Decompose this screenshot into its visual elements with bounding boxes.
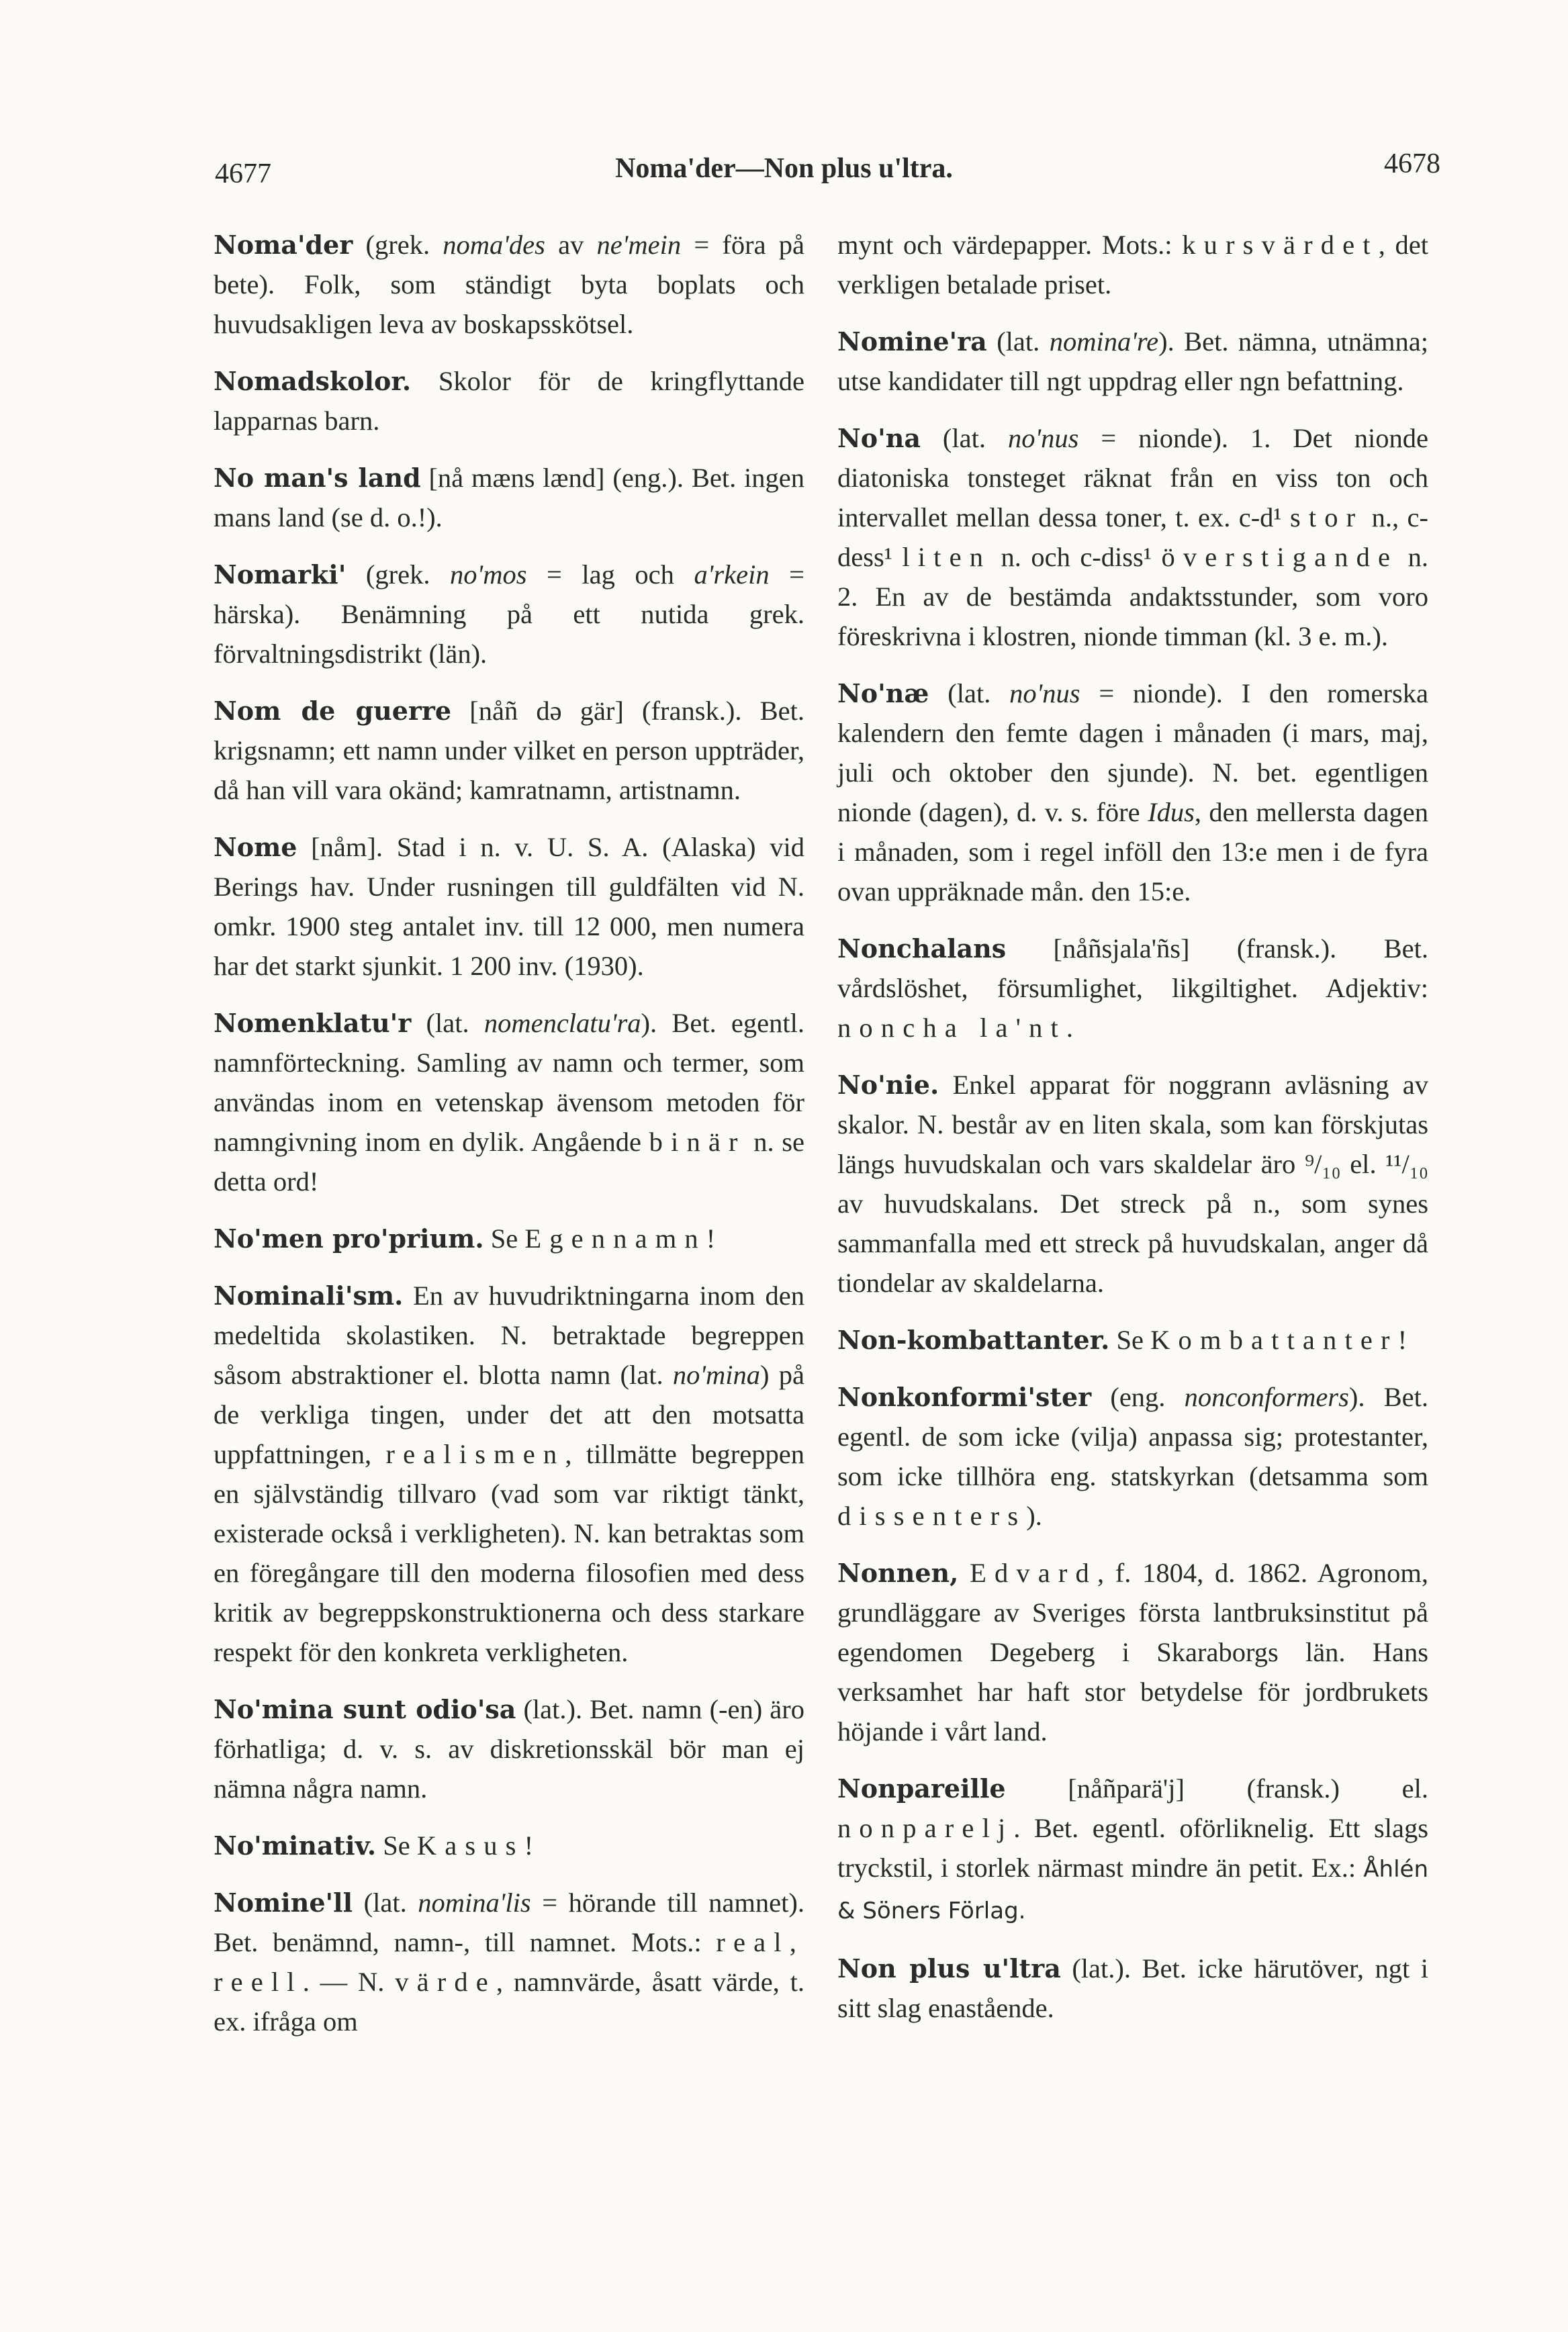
entry-nominell-continued: mynt och värdepapper. Mots.: kursvärdet, det verkligen betalade priset. bbox=[837, 230, 1428, 299]
entry-non-plus-ultra: Non plus u'ltra (lat.). Bet. icke härutöver, ngt i sitt slag enastående. bbox=[837, 1953, 1428, 2023]
headword: Nonpareille bbox=[837, 1773, 1006, 1804]
entry-non-kombattanter: Non-kombattanter. Se Kombattanter! bbox=[837, 1325, 1408, 1355]
entry-nome: Nome [nåm]. Stad i n. v. U. S. A. (Alaska) vid Berings hav. Under rusningen till guldfälten vid N. omkr. 1900 steg antalet inv. till 12 000, men numera har det starkt sjunkit. 1 200 inv. (1930). bbox=[214, 832, 804, 981]
entry-nonkonformister: Nonkonformi'ster (eng. nonconformers). Bet. egentl. de som icke (vilja) anpassa sig; protestanter, som icke tillhöra eng. statskyrkan (detsamma som dissenters). bbox=[837, 1382, 1428, 1531]
page-number-left: 4677 bbox=[215, 158, 271, 189]
entry-nomader: Noma'der (grek. noma'des av ne'mein = föra på bete). Folk, som ständigt byta boplats och huvudsakligen leva av boskapsskötsel. bbox=[214, 230, 804, 339]
right-column bbox=[837, 225, 1428, 2045]
entry-nona: No'na (lat. no'nus = nionde). 1. Det nionde diatoniska tonsteget räknat från en viss ton och intervallet mellan dessa toner, t. ex. c-d¹ stor n., c-dess¹ liten n. och c-diss¹ överstigande n. 2. En av de bestämda andaktsstunder, som voro föreskrivna i klostren, nionde timman (kl. 3 e. m.). bbox=[837, 423, 1429, 651]
entry-nominativ: No'minativ. Se Kasus! bbox=[214, 1830, 534, 1861]
entry-nonchalans: Nonchalans [nåñsjala'ñs] (fransk.). Bet. vårdslöshet, försumlighet, likgiltighet. Adjektiv: noncha la'nt. bbox=[837, 933, 1428, 1043]
headword: Nomine'ra bbox=[837, 326, 987, 357]
page-header bbox=[0, 144, 1568, 191]
headword: No man's land bbox=[214, 463, 421, 493]
headword: Nonnen, bbox=[837, 1558, 959, 1588]
entry-nonae: No'næ (lat. no'nus = nionde). I den romerska kalendern den femte dagen i månaden (i mars, maj, juli och oktober den sjunde). N. bet. egentligen nionde (dagen), d. v. s. före Idus, den mellersta dagen i månaden, som i regel inföll den 13:e men i de fyra ovan uppräknade mån. den 15:e. bbox=[837, 678, 1428, 906]
entry-nomina-sunt-odiosa: No'mina sunt odio'sa (lat.). Bet. namn (-en) äro förhatliga; d. v. s. av diskretionsskäl bör man ej nämna några namn. bbox=[214, 1694, 804, 1804]
page-number-right: 4678 bbox=[1384, 148, 1440, 179]
headword: Nomadskolor. bbox=[214, 366, 412, 396]
entry-nonie: No'nie. Enkel apparat för noggrann avläsning av skalor. N. består av en liten skala, som kan förskjutas längs huvudskalan och vars skaldelar äro ⁹/₁₀ el. ¹¹/₁₀ av huvudskalans. Det streck på n., som synes sammanfalla med ett streck på huvudskalan, anger då tiondelar av skaldelarna. bbox=[837, 1070, 1428, 1298]
entry-nonnen: Nonnen, Edvard, f. 1804, d. 1862. Agronom, grundläggare av Sveriges första lantbruksinstitut på egendomen Degeberg i Skaraborgs län. Hans verksamhet har haft stor betydelse för jordbrukets höjande i vårt land. bbox=[837, 1558, 1428, 1746]
headword: No'men pro'prium. bbox=[214, 1223, 484, 1254]
entry-nomarki: Nomarki' (grek. no'mos = lag och a'rkein = härska). Benämning på ett nutida grek. förvaltningsdistrikt (län). bbox=[214, 559, 805, 669]
entry-nominell: Nomine'll (lat. nomina'lis = hörande till namnet). Bet. benämnd, namn-, till namnet. Mots.: real, reell. — N. värde, namnvärde, åsatt värde, t. ex. ifråga om bbox=[214, 1887, 805, 2037]
entry-nomenklatur: Nomenklatu'r (lat. nomenclatu'ra). Bet. egentl. namnförteckning. Samling av namn och termer, som användas inom en vetenskap ävensom metoden för namngivning inom en dylik. Angående binär n. se detta ord! bbox=[214, 1008, 804, 1197]
headword: No'næ bbox=[837, 678, 929, 708]
headword: No'nie. bbox=[837, 1070, 939, 1100]
left-column bbox=[214, 225, 804, 2059]
headword: Nonkonformi'ster bbox=[837, 1382, 1092, 1412]
headword: No'na bbox=[837, 423, 921, 453]
headword: Nominali'sm. bbox=[214, 1280, 404, 1311]
headword: Nomine'll bbox=[214, 1887, 353, 1918]
headword: No'minativ. bbox=[214, 1830, 377, 1861]
entry-nonpareille: Nonpareille [nåñparä'j] (fransk.) el. nonparelj. Bet. egentl. oförliknelig. Ett slags tryckstil, i storlek närmast mindre än petit. Ex.: Åhlén & Söners Förlag. bbox=[837, 1773, 1428, 1924]
headword: Nonchalans bbox=[837, 933, 1007, 964]
headword: Noma'der bbox=[214, 230, 353, 260]
headword: Non plus u'ltra bbox=[837, 1953, 1061, 1984]
entry-nominalism: Nominali'sm. En av huvudriktningarna inom den medeltida skolastiken. N. betraktade begreppen såsom abstraktioner el. blotta namn (lat. no'mina) på de verkliga tingen, under det att den motsatta uppfattningen, realismen, tillmätte begreppen en självständig tillvaro (vad som var riktigt tänkt, existerade också i verkligheten). N. kan betraktas som en föregångare till den moderna filosofien med dess kritik av begreppskonstruktionerna och dess starkare respekt för den konkreta verkligheten. bbox=[214, 1280, 804, 1667]
entry-nominera: Nomine'ra (lat. nomina're). Bet. nämna, utnämna; utse kandidater till ngt uppdrag eller ngn befattning. bbox=[837, 326, 1429, 396]
entry-no-mans-land: No man's land [nå mæns lænd] (eng.). Bet. ingen mans land (se d. o.!). bbox=[214, 463, 804, 532]
headword: Nomarki' bbox=[214, 559, 347, 590]
running-title: Noma'der—Non plus u'ltra. bbox=[615, 153, 953, 184]
headword: Nom de guerre bbox=[214, 696, 452, 726]
entry-nom-de-guerre: Nom de guerre [nåñ də gär] (fransk.). Bet. krigsnamn; ett namn under vilket en person uppträder, då han vill vara okänd; kamratnamn, artistnamn. bbox=[214, 696, 804, 805]
headword: Nomenklatu'r bbox=[214, 1008, 412, 1038]
entry-nomadskolor: Nomadskolor. Skolor för de kringflyttande lapparnas barn. bbox=[214, 366, 804, 436]
headword: Nome bbox=[214, 832, 297, 862]
headword: Non-kombattanter. bbox=[837, 1325, 1110, 1355]
headword: No'mina sunt odio'sa bbox=[214, 1694, 516, 1724]
entry-nomen-proprium: No'men pro'prium. Se Egennamn! bbox=[214, 1223, 716, 1254]
